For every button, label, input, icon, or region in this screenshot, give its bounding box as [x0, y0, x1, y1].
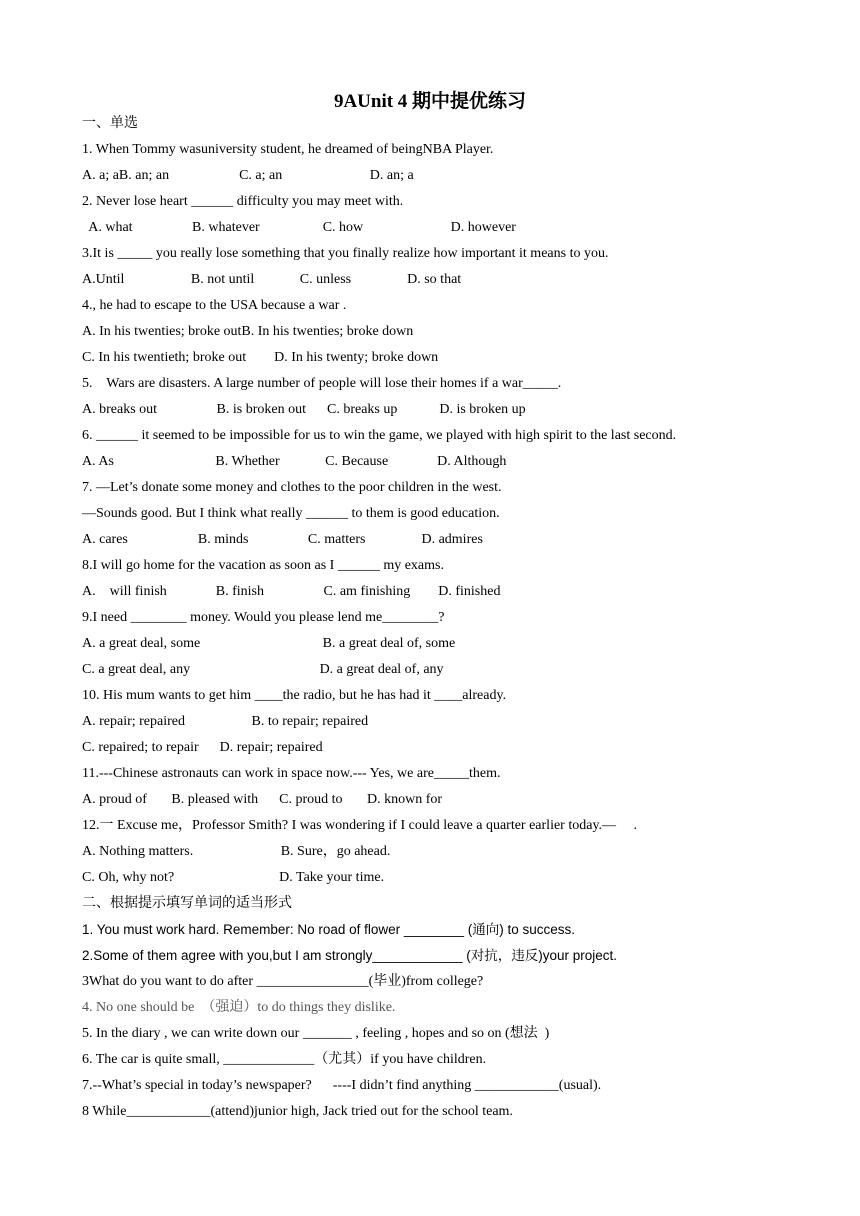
options-line: A. proud of B. pleased with C. proud to D. known for	[82, 792, 443, 807]
options-line: C. repaired; to repair D. repair; repaired	[82, 740, 323, 755]
options-line: A. a; aB. an; an C. a; an D. an; a	[82, 168, 414, 183]
options-line: A. what B. whatever C. how D. however	[82, 220, 516, 235]
fill-in-line: 8 While____________(attend)junior high, Jack tried out for the school team.	[82, 1104, 513, 1119]
fill-in-line: 2.Some of them agree with you,but I am strongly____________ (对抗，违反)your project.	[82, 948, 618, 963]
question-line: 6. ______ it seemed to be impossible for us to win the game, we played with high spirit to the last second.	[82, 428, 677, 443]
options-line: A. cares B. minds C. matters D. admires	[82, 532, 483, 547]
options-line: A. In his twenties; broke outB. In his twenties; broke down	[82, 324, 414, 339]
fill-in-line: 1. You must work hard. Remember: No road of flower ________ (通向) to success.	[82, 922, 575, 937]
question-line: 11.---Chinese astronauts can work in space now.--- Yes, we are_____them.	[82, 766, 501, 781]
options-line: C. a great deal, any D. a great deal of, any	[82, 662, 444, 677]
options-line: A. repair; repaired B. to repair; repaired	[82, 714, 369, 729]
fill-in-line: 6. The car is quite small, _____________（尤其）if you have children.	[82, 1052, 487, 1067]
question-line: 9.I need ________ money. Would you please lend me________?	[82, 610, 445, 625]
question-line: 12.一 Excuse me，Professor Smith? I was wondering if I could leave a quarter earlier today.— .	[82, 818, 638, 833]
document-title: 9AUnit 4 期中提优练习	[333, 91, 527, 112]
fill-in-line: 7.--What’s special in today’s newspaper? ----I didn’t find anything ____________(usual).	[82, 1078, 602, 1093]
fill-in-line: 4. No one should be （强迫）to do things they dislike.	[82, 1000, 396, 1015]
options-line: C. In his twentieth; broke out D. In his twenty; broke down	[82, 350, 439, 365]
fill-in-line: 3What do you want to do after ________________(毕业)from college?	[82, 974, 484, 989]
options-line: A. a great deal, some B. a great deal of, some	[82, 636, 456, 651]
question-line: 1. When Tommy wasuniversity student, he dreamed of beingNBA Player.	[82, 142, 494, 157]
options-line: A. Nothing matters. B. Sure，go ahead.	[82, 844, 391, 859]
question-line: 3.It is _____ you really lose something that you finally realize how important it means to you.	[82, 246, 609, 261]
options-line: A. As B. Whether C. Because D. Although	[82, 454, 507, 469]
options-line: A. will finish B. finish C. am finishing D. finished	[82, 584, 501, 599]
fill-in-line: 5. In the diary , we can write down our _______ , feeling , hopes and so on (想法 )	[82, 1026, 550, 1041]
question-line: 7. —Let’s donate some money and clothes to the poor children in the west.	[82, 480, 502, 495]
question-line: 2. Never lose heart ______ difficulty you may meet with.	[82, 194, 404, 209]
options-line: A. breaks out B. is broken out C. breaks up D. is broken up	[82, 402, 526, 417]
question-line: 4., he had to escape to the USA because a war .	[82, 298, 347, 313]
question-line: —Sounds good. But I think what really ______ to them is good education.	[82, 506, 500, 521]
question-line: 8.I will go home for the vacation as soon as I ______ my exams.	[82, 558, 444, 573]
section-heading: 一、单选	[82, 116, 138, 131]
section-heading: 二、根据提示填写单词的适当形式	[82, 896, 292, 911]
options-line: C. Oh, why not? D. Take your time.	[82, 870, 385, 885]
options-line: A.Until B. not until C. unless D. so that	[82, 272, 462, 287]
question-line: 5. Wars are disasters. A large number of people will lose their homes if a war_____.	[82, 376, 562, 391]
question-line: 10. His mum wants to get him ____the radio, but he has had it ____already.	[82, 688, 507, 703]
